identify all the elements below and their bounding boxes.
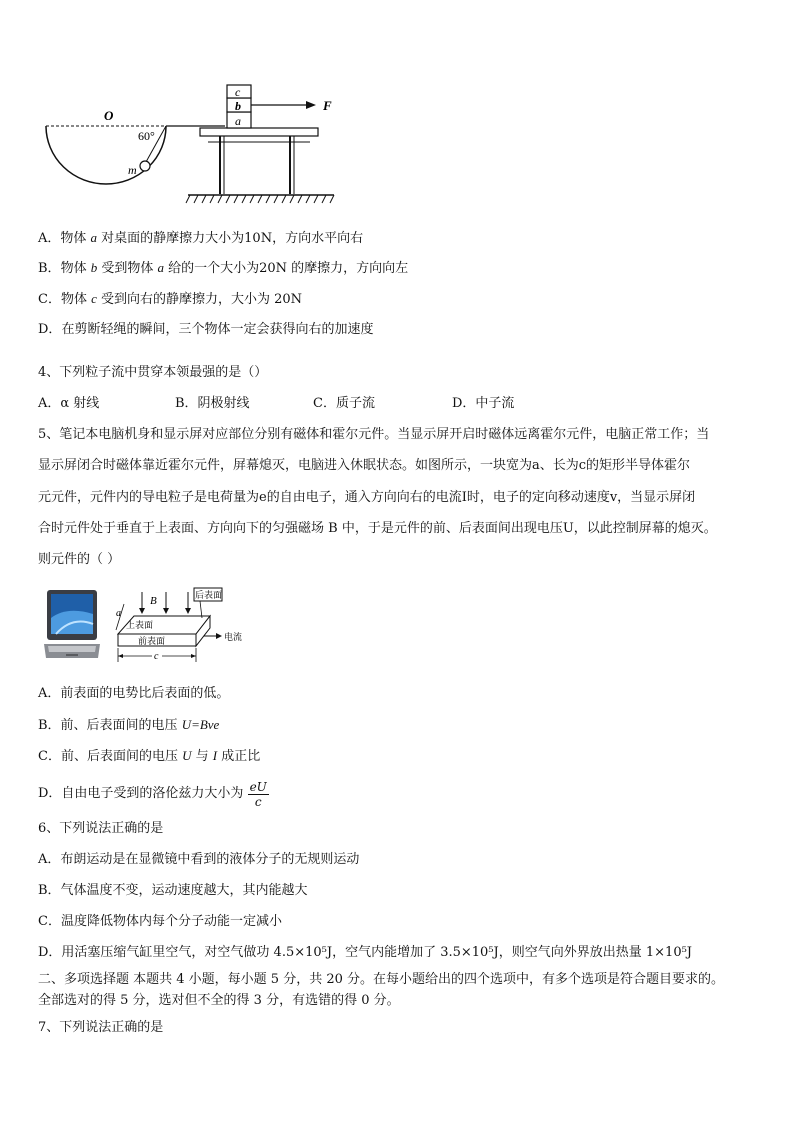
label-O: O: [104, 108, 114, 123]
section2-heading-line-2: 全部选对的得 5 分，选对但不全的得 3 分，有选错的得 0 分。: [38, 993, 400, 1008]
q3-option-c: C．物体 c 受到向右的静摩擦力，大小为 20N: [38, 291, 303, 307]
q6-option-a: A．布朗运动是在显微镜中看到的液体分子的无规则运动: [38, 852, 360, 867]
q5-option-a: A．前表面的电势比后表面的低。: [38, 686, 230, 701]
q6-option-c: C．温度降低物体内每个分子动能一定减小: [38, 914, 282, 929]
q5-option-b: B．前、后表面间的电压 U=Bve: [38, 717, 220, 733]
laptop-icon: [42, 588, 102, 662]
q4-option-b: B．阴极射线: [175, 396, 250, 411]
label-a: a: [235, 114, 241, 128]
q3-option-a: A．物体 a 对桌面的静摩擦力大小为10N，方向水平向右: [38, 230, 364, 246]
q4-stem: 4、下列粒子流中贯穿本领最强的是（）: [38, 365, 268, 380]
label-top-surface: 上表面: [126, 620, 154, 630]
q5-stem-line-2: 显示屏闭合时磁体靠近霍尔元件，屏幕熄灭，电脑进入休眠状态。如图所示，一块宽为a、长为c的矩形半导体霍尔: [38, 458, 691, 473]
q5-stem-line-1: 5、笔记本电脑机身和显示屏对应部位分别有磁体和霍尔元件。当显示屏开启时磁体远离霍尔元件，电脑正常工作；当: [38, 427, 710, 442]
label-m: m: [128, 163, 137, 177]
q6-option-d: D．用活塞压缩气缸里空气，对空气做功 4.5×10⁵J，空气内能增加了 3.5×10⁵J，则空气向外界放出热量 1×10⁵J: [38, 945, 693, 960]
label-a-width: a: [116, 608, 121, 619]
label-front-surface: 前表面: [138, 636, 166, 646]
label-current: 电流: [224, 632, 243, 642]
label-c-length: c: [154, 651, 159, 662]
q4-option-a: A．α 射线: [38, 396, 100, 411]
q5-stem-line-4: 合时元件处于垂直于上表面、方向向下的匀强磁场 B 中，于是元件的前、后表面间出现电压U，以此控制屏幕的熄灭。: [38, 521, 717, 536]
q4-option-c: C．质子流: [313, 396, 375, 411]
q4-option-d: D．中子流: [452, 396, 515, 411]
label-B: B: [150, 595, 157, 607]
fraction-eU-over-c: $\frac{eU}{c}$: [249, 779, 267, 809]
q5-stem-line-3: 元元件，元件内的导电粒子是电荷量为e的自由电子，通入方向向右的电流I时，电子的定向移动速度v，当显示屏闭: [38, 490, 696, 505]
section2-heading-line-1: 二、多项选择题 本题共 4 小题，每小题 5 分，共 20 分。在每小题给出的四个选项中，有多个选项是符合题目要求的。: [38, 972, 725, 987]
figure-blocks-table: [40, 82, 340, 212]
figure-hall-element: [112, 586, 252, 664]
q5-stem-line-5: 则元件的（ ）: [38, 552, 121, 567]
label-F: F: [323, 98, 332, 113]
q6-option-b: B．气体温度不变，运动速度越大，其内能越大: [38, 883, 308, 898]
q4-options: [38, 395, 514, 413]
q3-option-d: D．在剪断轻绳的瞬间，三个物体一定会获得向右的加速度: [38, 322, 374, 337]
label-c: c: [235, 85, 241, 99]
q6-stem: 6、下列说法正确的是: [38, 821, 164, 836]
label-back-surface: 后表面: [195, 590, 223, 600]
label-angle: 60°: [138, 129, 155, 143]
q5-option-d: D．自由电子受到的洛伦兹力大小为 $\frac{eU}{c}$: [38, 779, 267, 809]
q5-option-c: C．前、后表面间的电压 U 与 I 成正比: [38, 748, 261, 764]
q3-option-b: B．物体 b 受到物体 a 给的一个大小为20N 的摩擦力，方向向左: [38, 260, 409, 276]
label-b: b: [235, 99, 241, 113]
q7-stem: 7、下列说法正确的是: [38, 1020, 164, 1035]
